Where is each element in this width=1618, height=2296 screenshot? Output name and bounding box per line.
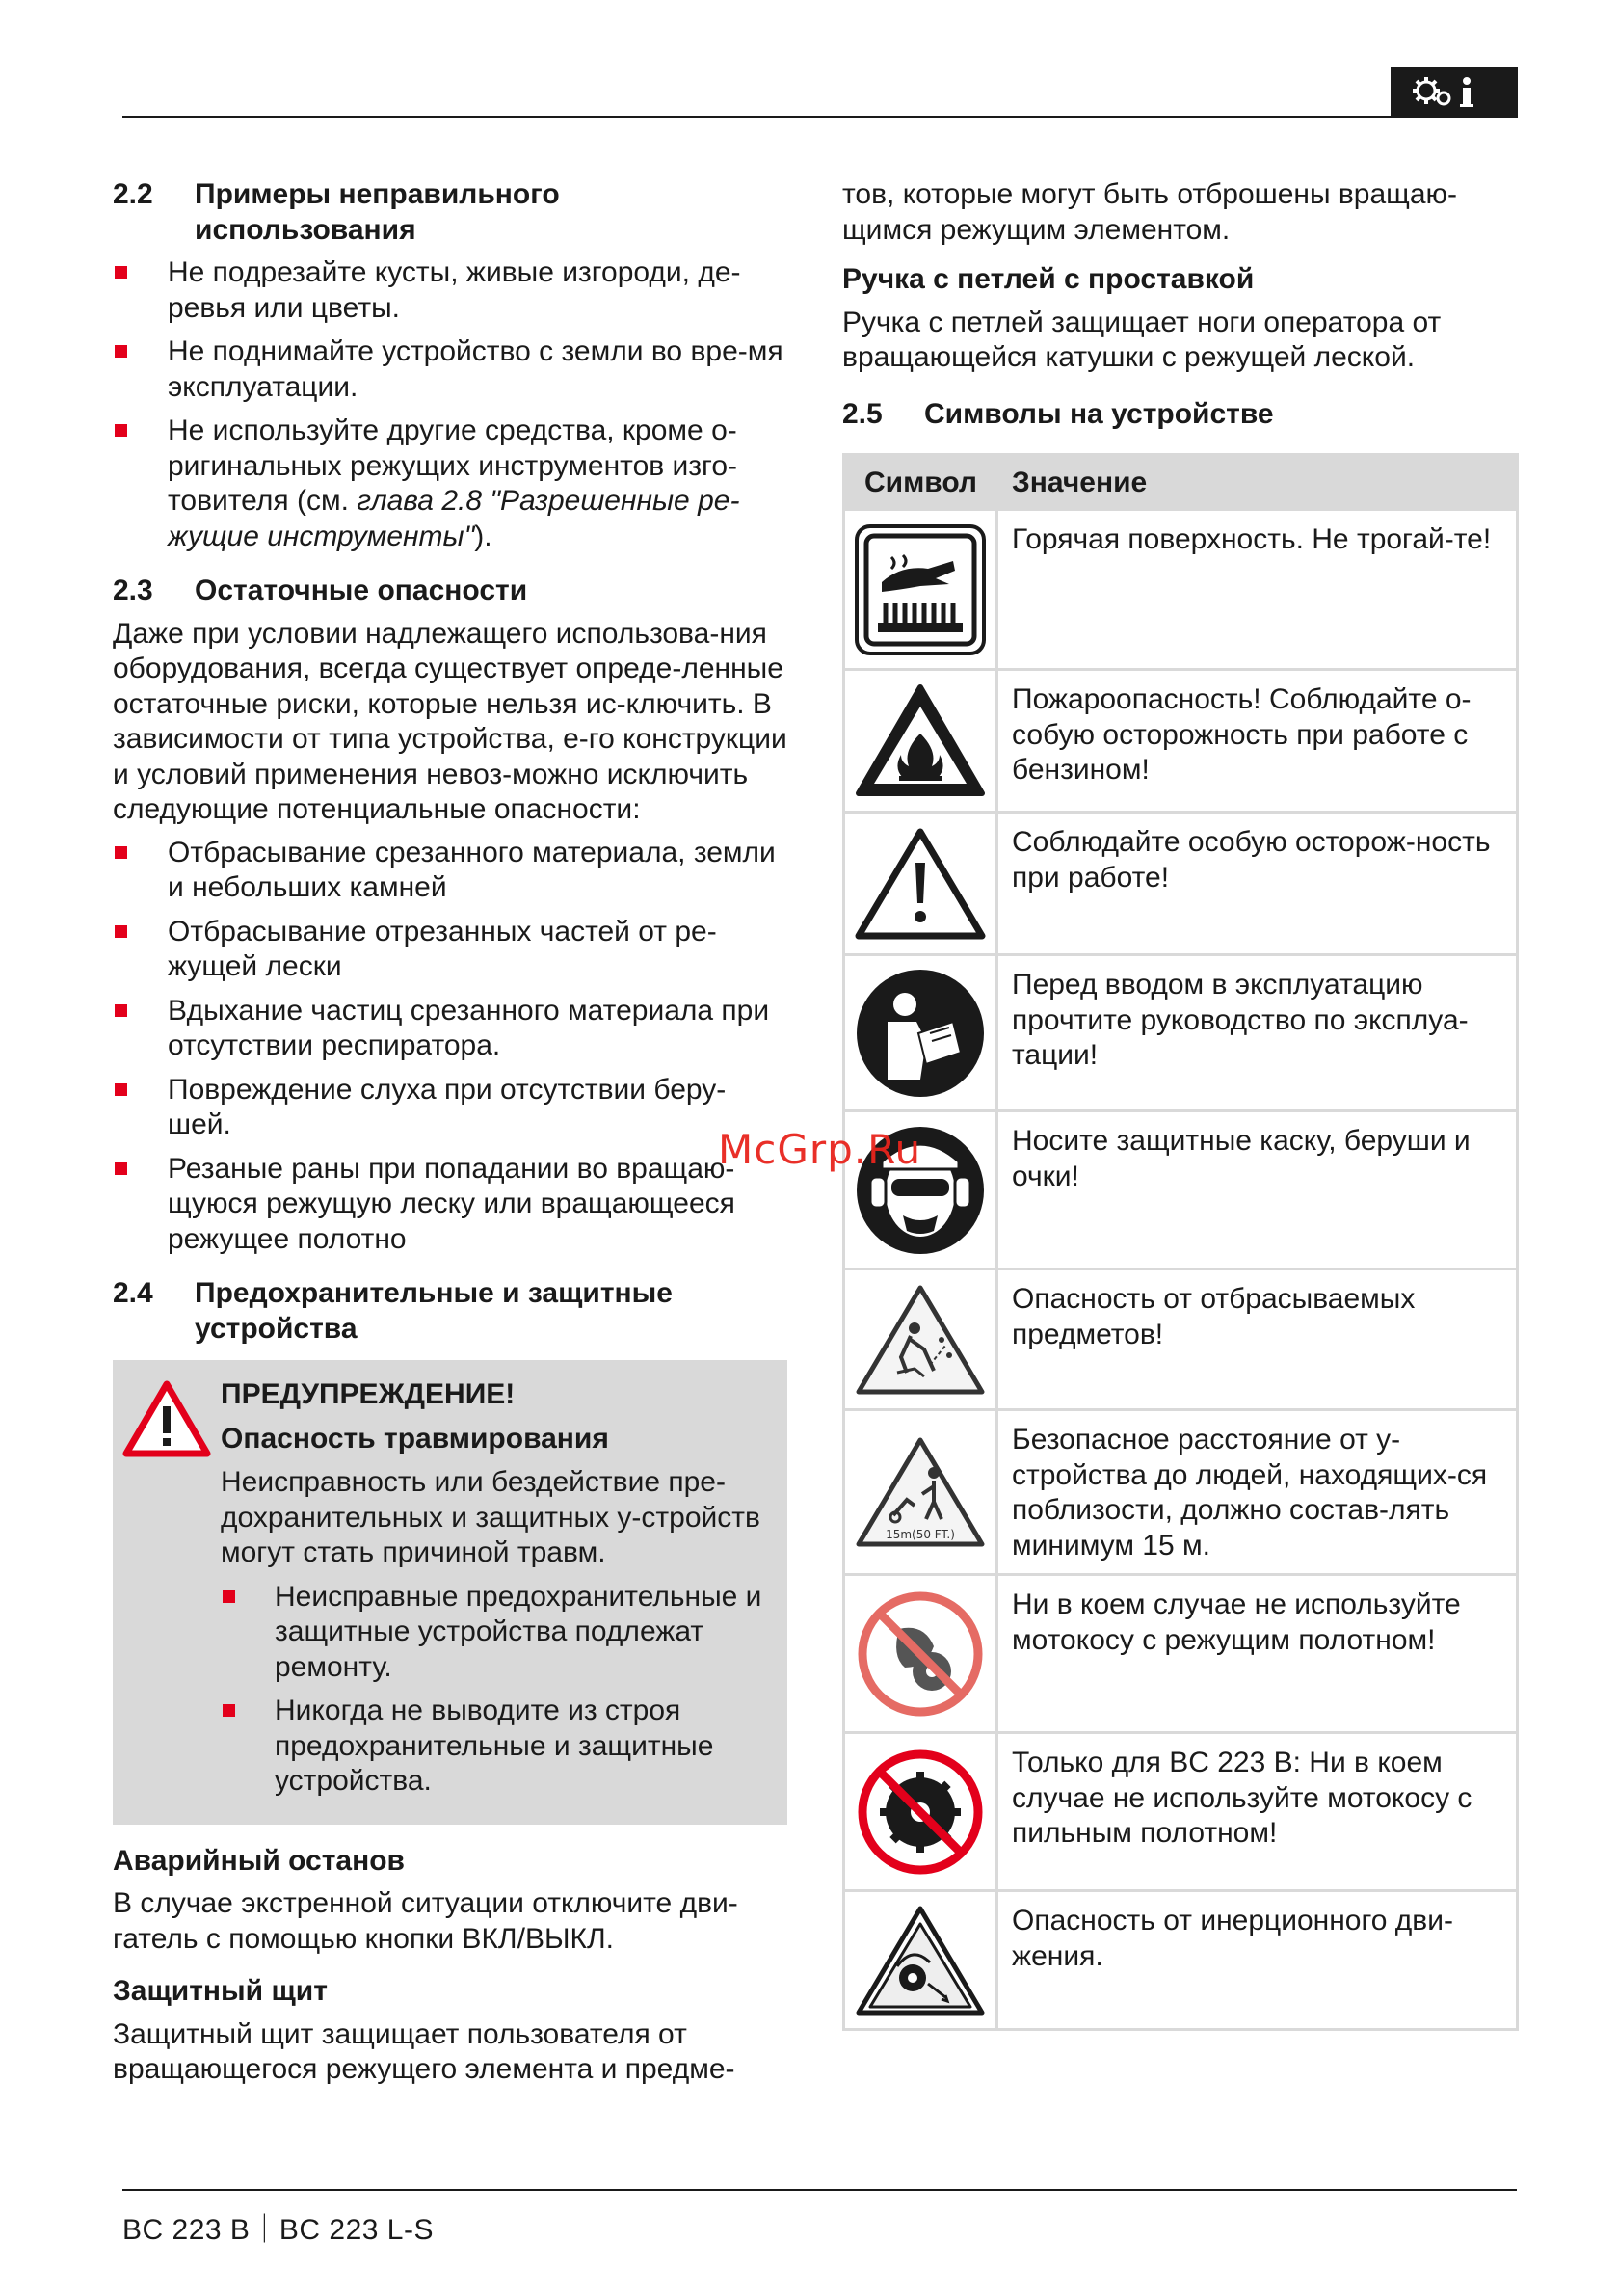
shield-text-continued: тов, которые могут быть отброшены вращаю-щимся режущим элементом. bbox=[842, 178, 1458, 246]
warning-subtitle: Опасность травмирования bbox=[221, 1422, 609, 1455]
footer-model: BC 223 B｜BC 223 L-S bbox=[122, 2214, 434, 2246]
no-blade-icon bbox=[853, 1587, 988, 1722]
symbol-cell bbox=[844, 670, 997, 813]
list-item: Отбрасывание срезанного материала, земли и небольших камней bbox=[113, 836, 787, 906]
table-row bbox=[844, 670, 1518, 813]
emergency-stop-title: Аварийный останов bbox=[113, 1844, 406, 1877]
left-column bbox=[113, 177, 787, 2088]
watermark: McGrp.Ru bbox=[718, 1126, 922, 1173]
section-number: 2.4 bbox=[113, 1277, 153, 1309]
shield-title: Защитный щит bbox=[113, 1975, 328, 2007]
emergency-stop-text: В случае экстренной ситуации отключите дви-гатель с помощью кнопки ВКЛ/ВЫКЛ. bbox=[113, 1887, 738, 1955]
meaning-cell: Перед вводом в эксплуатацию прочтите руководство по эксплуа-тации! bbox=[997, 955, 1518, 1111]
table-row bbox=[844, 1733, 1518, 1891]
meaning-cell: Пожароопасность! Соблюдайте о-собую осторожность при работе с бензином! bbox=[997, 670, 1518, 813]
list-item: Никогда не выводите из строя предохранительные и защитные устройства. bbox=[221, 1694, 768, 1800]
section-2-4-heading bbox=[113, 1276, 787, 1347]
no-saw-blade-icon bbox=[853, 1745, 988, 1880]
list-item: Неисправные предохранительные и защитные устройства подлежат ремонту. bbox=[221, 1580, 768, 1686]
table-row bbox=[844, 1269, 1518, 1410]
section-title: Символы на устройстве bbox=[924, 397, 1274, 430]
table-header-row bbox=[844, 455, 1518, 510]
column-header-meaning: Значение bbox=[997, 455, 1518, 510]
symbol-cell bbox=[844, 1269, 997, 1410]
section-title: Предохранительные и защитные устройства bbox=[195, 1277, 673, 1345]
column-header-symbol: Символ bbox=[844, 455, 997, 510]
section-2-2-heading bbox=[113, 177, 787, 248]
header-rule bbox=[122, 116, 1517, 118]
symbols-table bbox=[842, 453, 1519, 2031]
meaning-cell: Носите защитные каску, беруши и очки! bbox=[997, 1111, 1518, 1269]
meaning-cell: Опасность от инерционного дви-жения. bbox=[997, 1891, 1518, 2030]
warning-list bbox=[221, 1580, 768, 1800]
symbol-cell bbox=[844, 1575, 997, 1733]
meaning-cell: Ни в коем случае не используйте мотокосу с режущим полотном! bbox=[997, 1575, 1518, 1733]
footer-rule bbox=[122, 2189, 1517, 2191]
table-row bbox=[844, 1575, 1518, 1733]
list-item: Повреждение слуха при отсутствии беру-шей. bbox=[113, 1073, 787, 1143]
table-row bbox=[844, 1891, 1518, 2030]
section-2-5-heading bbox=[842, 397, 1519, 433]
list-item bbox=[113, 414, 787, 554]
safe-distance-label: 15m(50 FT.) bbox=[886, 1528, 955, 1541]
table-row bbox=[844, 813, 1518, 955]
right-column bbox=[842, 177, 1519, 2031]
symbol-cell bbox=[844, 510, 997, 670]
header-badge bbox=[1391, 67, 1518, 118]
section-2-3-heading bbox=[113, 574, 787, 609]
meaning-cell: Безопасное расстояние от у-стройства до людей, находящих-ся поблизости, должно состав-лять минимум 15 м. bbox=[997, 1410, 1518, 1575]
list-item-text: Не используйте другие средства, кроме о-ригинальных режущих инструментов изго-товителя (см. bbox=[168, 414, 737, 517]
read-manual-icon bbox=[853, 966, 988, 1101]
misuse-list bbox=[113, 255, 787, 554]
meaning-cell: Соблюдайте особую осторож-ность при работе! bbox=[997, 813, 1518, 955]
section-number: 2.2 bbox=[113, 178, 153, 210]
symbol-cell bbox=[844, 1891, 997, 2030]
warning-text: Неисправность или бездействие пре-дохранительных и защитных у-стройств могут стать причиной травм. bbox=[221, 1466, 760, 1568]
list-item: Не поднимайте устройство с земли во вре-мя эксплуатации. bbox=[113, 334, 787, 405]
list-item: Резаные раны при попадании во вращаю-щуюся режущую леску или вращающееся режущее полотно bbox=[113, 1152, 787, 1258]
meaning-cell: Опасность от отбрасываемых предметов! bbox=[997, 1269, 1518, 1410]
fire-hazard-icon bbox=[853, 681, 988, 801]
handle-text: Ручка с петлей защищает ноги оператора от вращающейся катушки с режущей леской. bbox=[842, 306, 1442, 373]
safe-distance-icon bbox=[853, 1432, 988, 1552]
warning-box bbox=[113, 1360, 787, 1825]
list-item: Вдыхание частиц срезанного материала при отсутствии респиратора. bbox=[113, 994, 787, 1064]
hot-surface-icon bbox=[853, 522, 988, 657]
meaning-cell: Горячая поверхность. Не трогай-те! bbox=[997, 510, 1518, 670]
shield-text: Защитный щит защищает пользователя от вращающегося режущего элемента и предме- bbox=[113, 2017, 735, 2085]
section-title: Остаточные опасности bbox=[195, 574, 528, 606]
section-number: 2.5 bbox=[842, 397, 883, 430]
warning-triangle-icon bbox=[122, 1379, 211, 1458]
thrown-objects-icon bbox=[853, 1280, 988, 1400]
handle-title: Ручка с петлей с проставкой bbox=[842, 263, 1255, 295]
inertia-hazard-icon bbox=[853, 1901, 988, 2020]
meaning-cell: Только для BC 223 B: Ни в коем случае не используйте мотокосу с пильным полотном! bbox=[997, 1733, 1518, 1891]
warning-label: ПРЕДУПРЕЖДЕНИЕ! bbox=[221, 1378, 516, 1410]
symbol-cell bbox=[844, 955, 997, 1111]
residual-risks-text: Даже при условии надлежащего использова-ния оборудования, всегда существует опреде-ленные остаточные риски, которые нельзя ис-ключить. В зависимости от типа устройства, е-го конструкции и условий применения невоз-можно исключить следующие потенциальные опасности: bbox=[113, 617, 787, 825]
section-title: Примеры неправильного использования bbox=[195, 178, 560, 246]
symbol-cell bbox=[844, 813, 997, 955]
table-row bbox=[844, 1410, 1518, 1575]
caution-icon bbox=[853, 824, 988, 944]
table-row bbox=[844, 510, 1518, 670]
symbol-cell bbox=[844, 1410, 997, 1575]
section-number: 2.3 bbox=[113, 574, 153, 606]
symbol-cell bbox=[844, 1733, 997, 1891]
list-item: Отбрасывание отрезанных частей от ре-жущей лески bbox=[113, 915, 787, 985]
list-item: Не подрезайте кусты, живые изгороди, де-ревья или цветы. bbox=[113, 255, 787, 326]
residual-risks-list bbox=[113, 836, 787, 1258]
chapter-reference: глава 2.8 "Разрешенные ре-жущие инструменты" bbox=[168, 485, 740, 552]
gear-info-icon bbox=[1397, 71, 1511, 114]
list-item-text-end: ). bbox=[474, 520, 492, 552]
table-row bbox=[844, 1111, 1518, 1269]
table-row bbox=[844, 955, 1518, 1111]
